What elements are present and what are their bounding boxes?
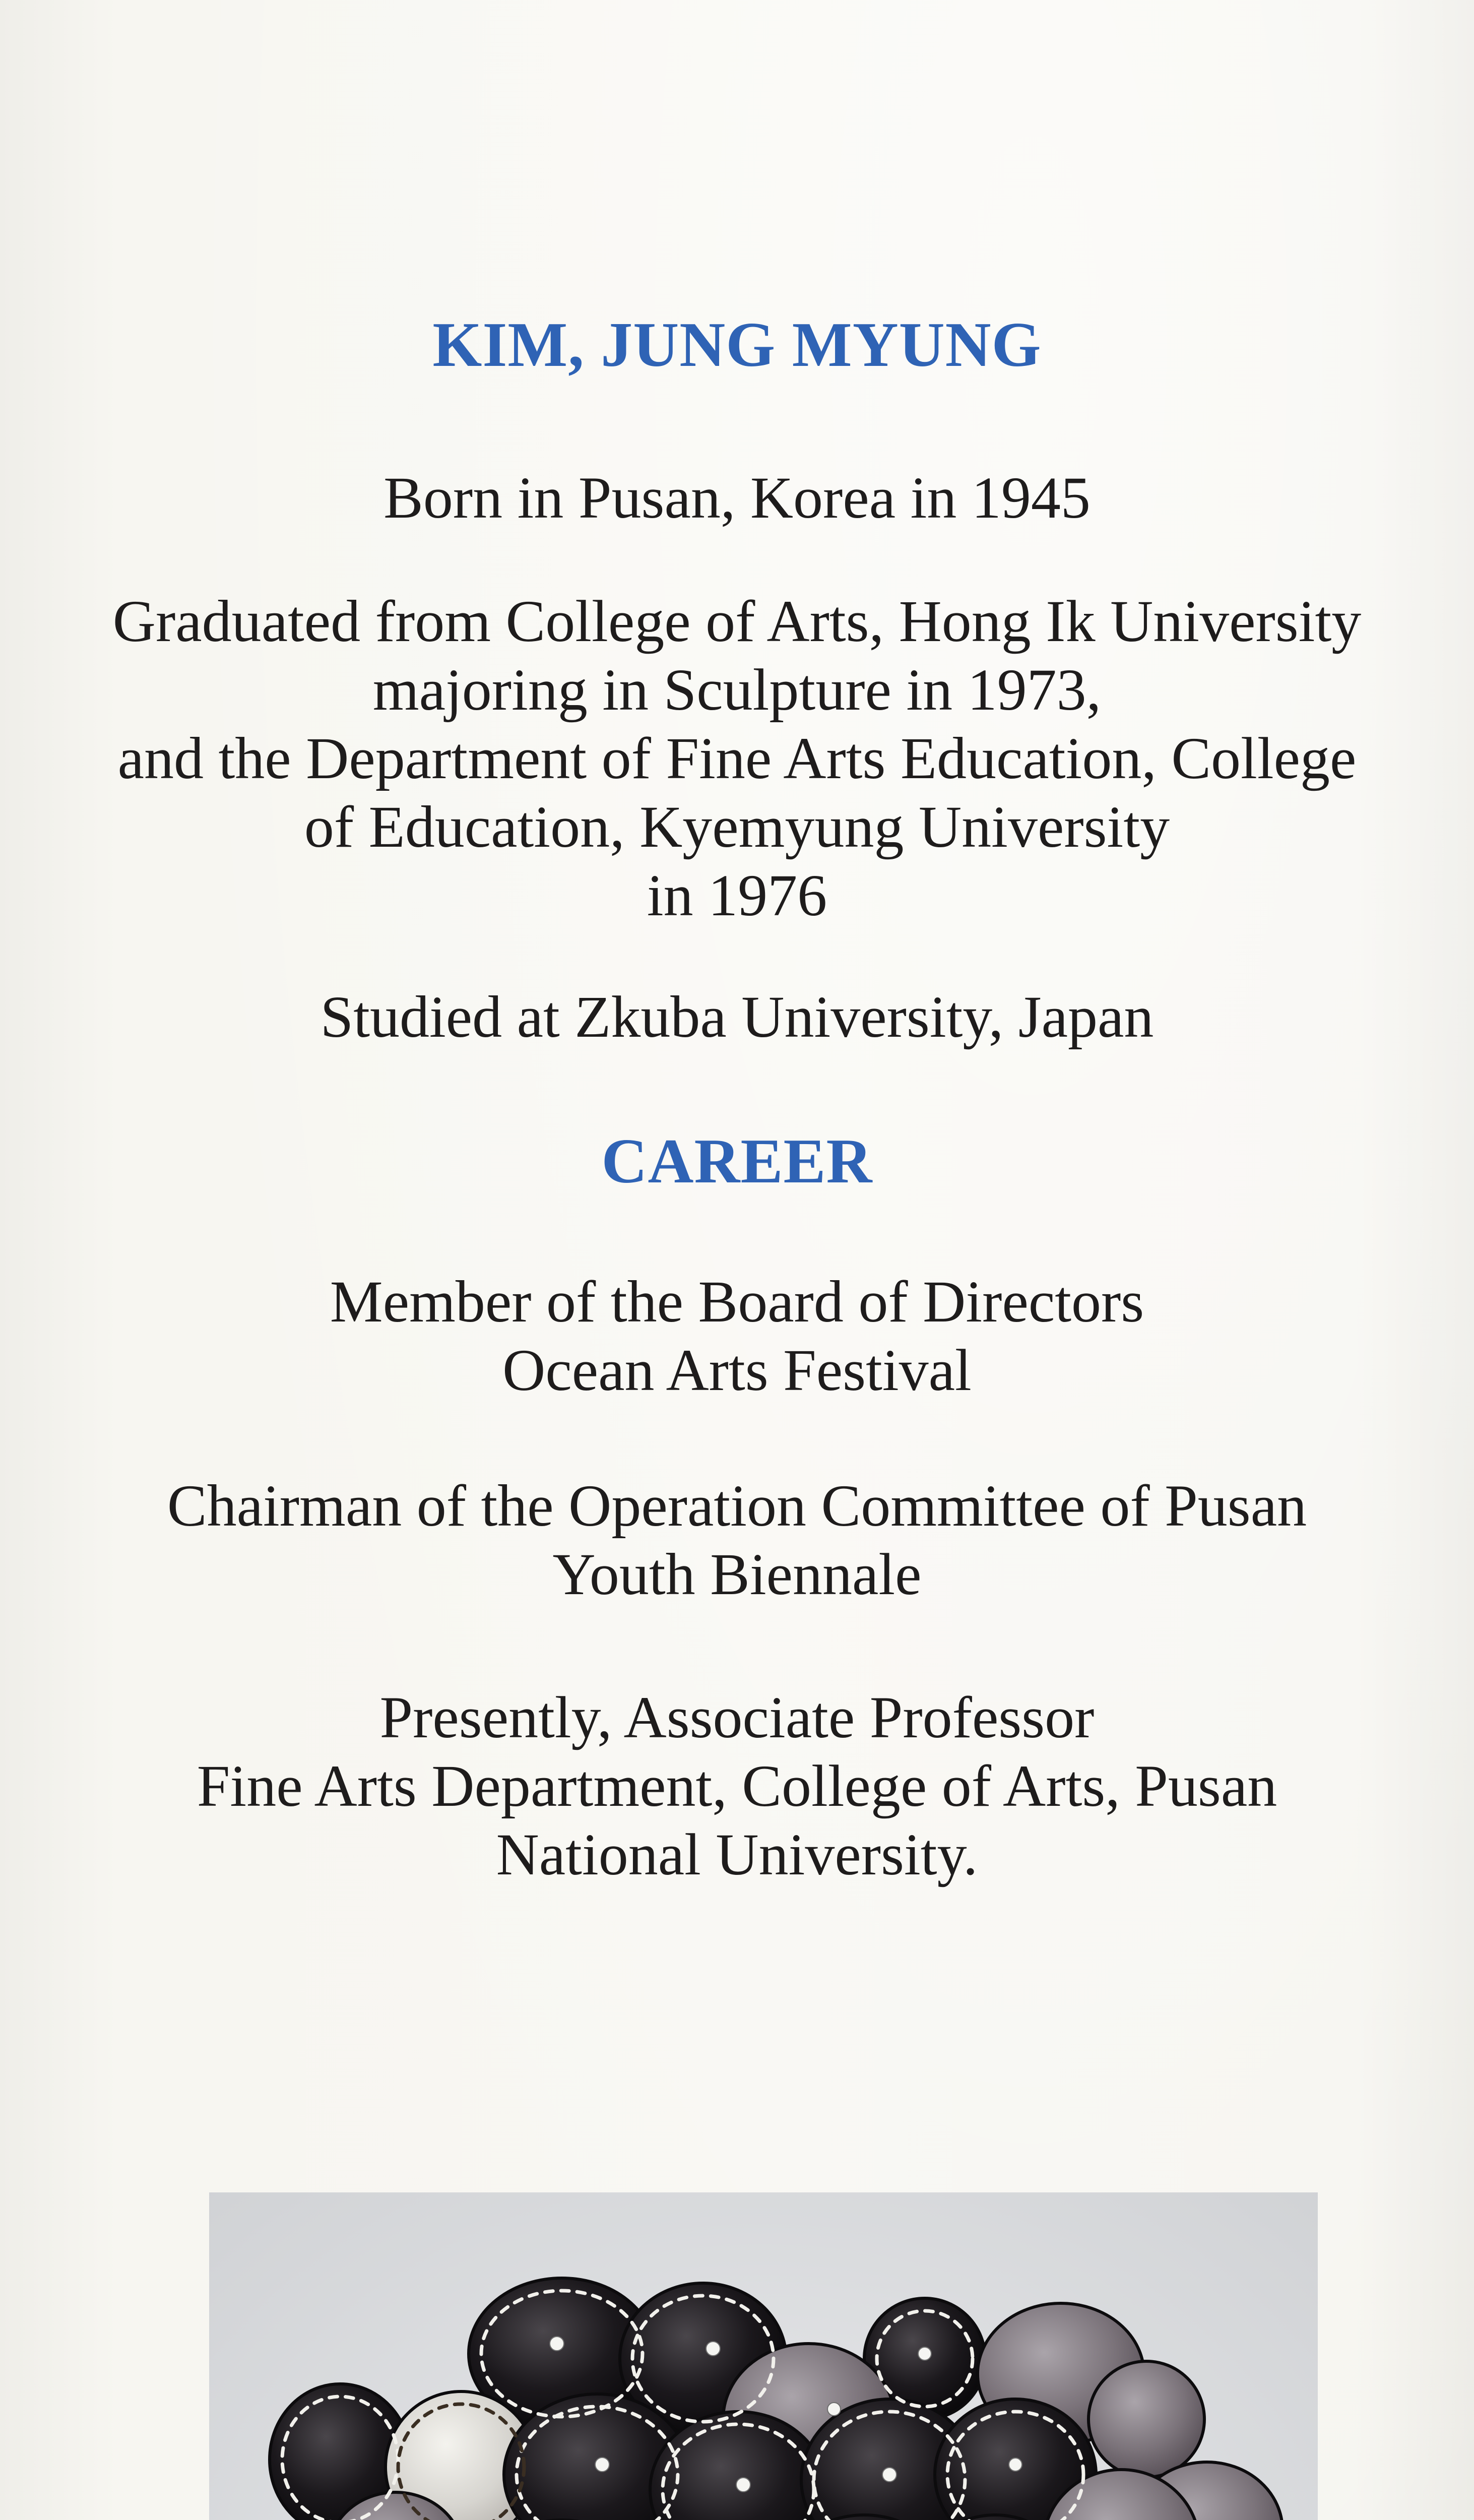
career-line: Presently, Associate Professor	[379, 1684, 1095, 1750]
education-line: majoring in Sculpture in 1973,	[372, 657, 1102, 723]
birth-info: Born in Pusan, Korea in 1945	[383, 465, 1091, 531]
education-line: Graduated from College of Arts, Hong Ik University	[112, 588, 1362, 654]
career-heading: CAREER	[601, 1126, 873, 1196]
artwork-sculpture-image	[209, 2192, 1318, 2520]
career-entry	[0, 1683, 1474, 1889]
career-line: Ocean Arts Festival	[502, 1337, 972, 1403]
education-info	[0, 587, 1474, 930]
education-line: and the Department of Fine Arts Education, College	[117, 725, 1357, 791]
artist-name: KIM, JUNG MYUNG	[432, 310, 1042, 380]
artwork-photo	[209, 2192, 1318, 2520]
education-line: of Education, Kyemyung University	[304, 794, 1170, 860]
education-line: in 1976	[647, 862, 827, 928]
career-entry	[0, 1268, 1474, 1405]
career-line: National University.	[496, 1821, 978, 1887]
career-line: Member of the Board of Directors	[330, 1269, 1144, 1335]
career-entry	[0, 1472, 1474, 1609]
career-line: Chairman of the Operation Committee of Pusan	[167, 1473, 1307, 1539]
career-line: Youth Biennale	[552, 1541, 922, 1607]
study-info: Studied at Zkuba University, Japan	[320, 984, 1154, 1050]
career-line: Fine Arts Department, College of Arts, Pusan	[197, 1753, 1277, 1819]
